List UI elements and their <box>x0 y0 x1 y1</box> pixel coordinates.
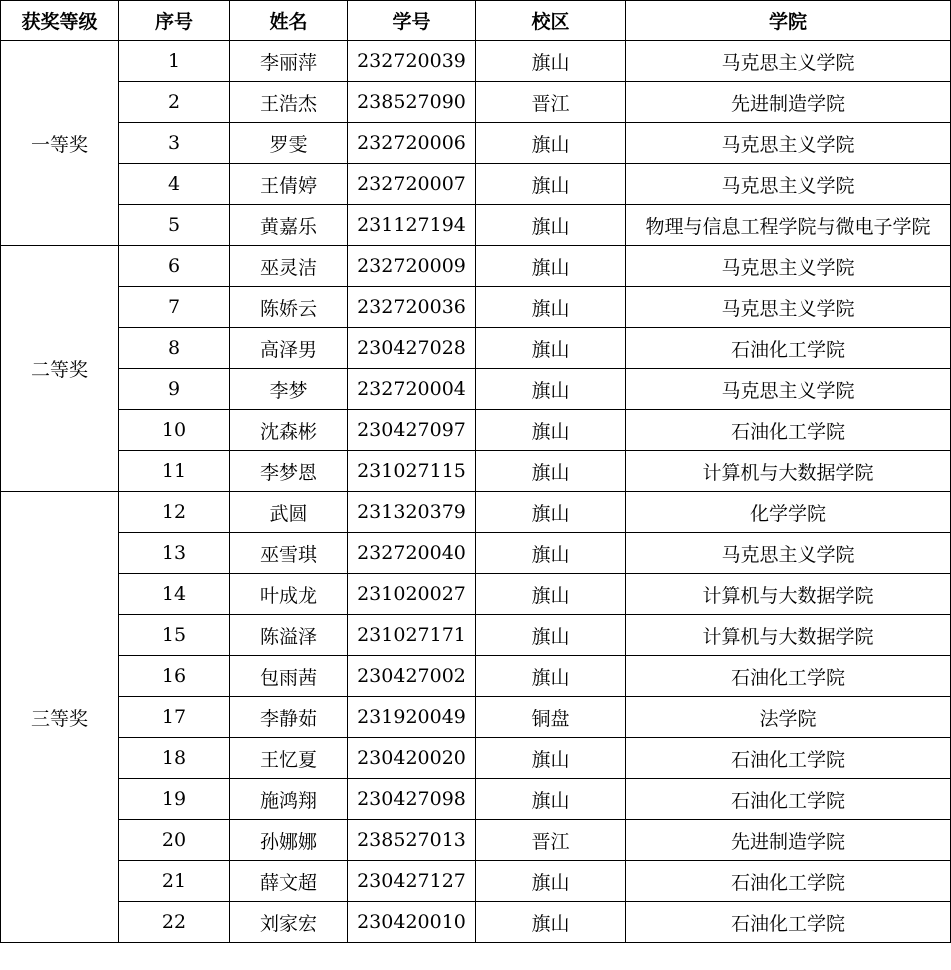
header-name: 姓名 <box>230 1 348 41</box>
award-level-cell: 三等奖 <box>1 492 119 943</box>
index-cell: 15 <box>119 615 230 656</box>
header-campus: 校区 <box>476 1 626 41</box>
student-id-cell: 230427028 <box>348 328 476 369</box>
table-row <box>1 779 951 820</box>
student-id-cell: 232720040 <box>348 533 476 574</box>
name-cell: 陈溢泽 <box>230 615 348 656</box>
college-cell: 物理与信息工程学院与微电子学院 <box>626 205 951 246</box>
table-row <box>1 615 951 656</box>
index-cell: 4 <box>119 164 230 205</box>
index-cell: 6 <box>119 246 230 287</box>
name-cell: 孙娜娜 <box>230 820 348 861</box>
index-cell: 9 <box>119 369 230 410</box>
index-cell: 19 <box>119 779 230 820</box>
award-level-cell: 二等奖 <box>1 246 119 492</box>
college-cell: 石油化工学院 <box>626 738 951 779</box>
index-cell: 8 <box>119 328 230 369</box>
campus-cell: 铜盘 <box>476 697 626 738</box>
table-row <box>1 902 951 943</box>
student-id-cell: 231127194 <box>348 205 476 246</box>
student-id-cell: 238527090 <box>348 82 476 123</box>
student-id-cell: 232720036 <box>348 287 476 328</box>
student-id-cell: 230420010 <box>348 902 476 943</box>
campus-cell: 旗山 <box>476 369 626 410</box>
table-row <box>1 492 951 533</box>
campus-cell: 旗山 <box>476 656 626 697</box>
campus-cell: 旗山 <box>476 164 626 205</box>
college-cell: 马克思主义学院 <box>626 246 951 287</box>
name-cell: 罗雯 <box>230 123 348 164</box>
college-cell: 石油化工学院 <box>626 410 951 451</box>
campus-cell: 旗山 <box>476 779 626 820</box>
table-row <box>1 820 951 861</box>
name-cell: 李丽萍 <box>230 41 348 82</box>
table-row <box>1 656 951 697</box>
name-cell: 薛文超 <box>230 861 348 902</box>
college-cell: 马克思主义学院 <box>626 164 951 205</box>
table-row <box>1 533 951 574</box>
header-index: 序号 <box>119 1 230 41</box>
college-cell: 石油化工学院 <box>626 328 951 369</box>
campus-cell: 旗山 <box>476 328 626 369</box>
campus-cell: 旗山 <box>476 451 626 492</box>
student-id-cell: 232720004 <box>348 369 476 410</box>
student-id-cell: 231027171 <box>348 615 476 656</box>
table-row <box>1 205 951 246</box>
index-cell: 14 <box>119 574 230 615</box>
table-row <box>1 451 951 492</box>
index-cell: 7 <box>119 287 230 328</box>
name-cell: 王倩婷 <box>230 164 348 205</box>
header-student-id: 学号 <box>348 1 476 41</box>
campus-cell: 旗山 <box>476 205 626 246</box>
college-cell: 马克思主义学院 <box>626 41 951 82</box>
college-cell: 先进制造学院 <box>626 820 951 861</box>
student-id-cell: 230420020 <box>348 738 476 779</box>
student-id-cell: 231020027 <box>348 574 476 615</box>
student-id-cell: 231027115 <box>348 451 476 492</box>
college-cell: 石油化工学院 <box>626 656 951 697</box>
college-cell: 计算机与大数据学院 <box>626 451 951 492</box>
college-cell: 先进制造学院 <box>626 82 951 123</box>
campus-cell: 旗山 <box>476 287 626 328</box>
name-cell: 施鸿翔 <box>230 779 348 820</box>
student-id-cell: 232720009 <box>348 246 476 287</box>
student-id-cell: 232720006 <box>348 123 476 164</box>
name-cell: 高泽男 <box>230 328 348 369</box>
student-id-cell: 230427098 <box>348 779 476 820</box>
name-cell: 李梦 <box>230 369 348 410</box>
student-id-cell: 230427002 <box>348 656 476 697</box>
index-cell: 22 <box>119 902 230 943</box>
name-cell: 王忆夏 <box>230 738 348 779</box>
index-cell: 21 <box>119 861 230 902</box>
index-cell: 13 <box>119 533 230 574</box>
index-cell: 17 <box>119 697 230 738</box>
student-id-cell: 232720039 <box>348 41 476 82</box>
campus-cell: 晋江 <box>476 820 626 861</box>
campus-cell: 旗山 <box>476 738 626 779</box>
student-id-cell: 231920049 <box>348 697 476 738</box>
college-cell: 马克思主义学院 <box>626 533 951 574</box>
table-row <box>1 738 951 779</box>
name-cell: 李静茹 <box>230 697 348 738</box>
name-cell: 包雨茜 <box>230 656 348 697</box>
table-row <box>1 246 951 287</box>
college-cell: 马克思主义学院 <box>626 123 951 164</box>
table-row <box>1 369 951 410</box>
table-body <box>1 41 951 943</box>
index-cell: 18 <box>119 738 230 779</box>
campus-cell: 旗山 <box>476 492 626 533</box>
table-row <box>1 574 951 615</box>
college-cell: 马克思主义学院 <box>626 287 951 328</box>
college-cell: 石油化工学院 <box>626 902 951 943</box>
name-cell: 武圆 <box>230 492 348 533</box>
college-cell: 计算机与大数据学院 <box>626 615 951 656</box>
name-cell: 黄嘉乐 <box>230 205 348 246</box>
campus-cell: 晋江 <box>476 82 626 123</box>
campus-cell: 旗山 <box>476 902 626 943</box>
campus-cell: 旗山 <box>476 123 626 164</box>
index-cell: 2 <box>119 82 230 123</box>
table-row <box>1 328 951 369</box>
campus-cell: 旗山 <box>476 574 626 615</box>
student-id-cell: 231320379 <box>348 492 476 533</box>
table-row <box>1 861 951 902</box>
campus-cell: 旗山 <box>476 861 626 902</box>
campus-cell: 旗山 <box>476 41 626 82</box>
header-row <box>1 1 951 41</box>
campus-cell: 旗山 <box>476 246 626 287</box>
table-row <box>1 82 951 123</box>
college-cell: 计算机与大数据学院 <box>626 574 951 615</box>
table-row <box>1 287 951 328</box>
index-cell: 3 <box>119 123 230 164</box>
table-row <box>1 41 951 82</box>
college-cell: 化学学院 <box>626 492 951 533</box>
college-cell: 石油化工学院 <box>626 779 951 820</box>
index-cell: 12 <box>119 492 230 533</box>
college-cell: 法学院 <box>626 697 951 738</box>
campus-cell: 旗山 <box>476 410 626 451</box>
index-cell: 16 <box>119 656 230 697</box>
student-id-cell: 232720007 <box>348 164 476 205</box>
table-row <box>1 123 951 164</box>
student-id-cell: 238527013 <box>348 820 476 861</box>
campus-cell: 旗山 <box>476 533 626 574</box>
name-cell: 叶成龙 <box>230 574 348 615</box>
name-cell: 巫雪琪 <box>230 533 348 574</box>
header-level: 获奖等级 <box>1 1 119 41</box>
college-cell: 马克思主义学院 <box>626 369 951 410</box>
header-college: 学院 <box>626 1 951 41</box>
table-row <box>1 697 951 738</box>
college-cell: 石油化工学院 <box>626 861 951 902</box>
student-id-cell: 230427127 <box>348 861 476 902</box>
name-cell: 巫灵洁 <box>230 246 348 287</box>
student-id-cell: 230427097 <box>348 410 476 451</box>
name-cell: 刘家宏 <box>230 902 348 943</box>
table-row <box>1 410 951 451</box>
award-level-cell: 一等奖 <box>1 41 119 246</box>
index-cell: 10 <box>119 410 230 451</box>
index-cell: 11 <box>119 451 230 492</box>
name-cell: 李梦恩 <box>230 451 348 492</box>
index-cell: 5 <box>119 205 230 246</box>
index-cell: 1 <box>119 41 230 82</box>
name-cell: 陈娇云 <box>230 287 348 328</box>
index-cell: 20 <box>119 820 230 861</box>
name-cell: 王浩杰 <box>230 82 348 123</box>
campus-cell: 旗山 <box>476 615 626 656</box>
table-row <box>1 164 951 205</box>
name-cell: 沈森彬 <box>230 410 348 451</box>
